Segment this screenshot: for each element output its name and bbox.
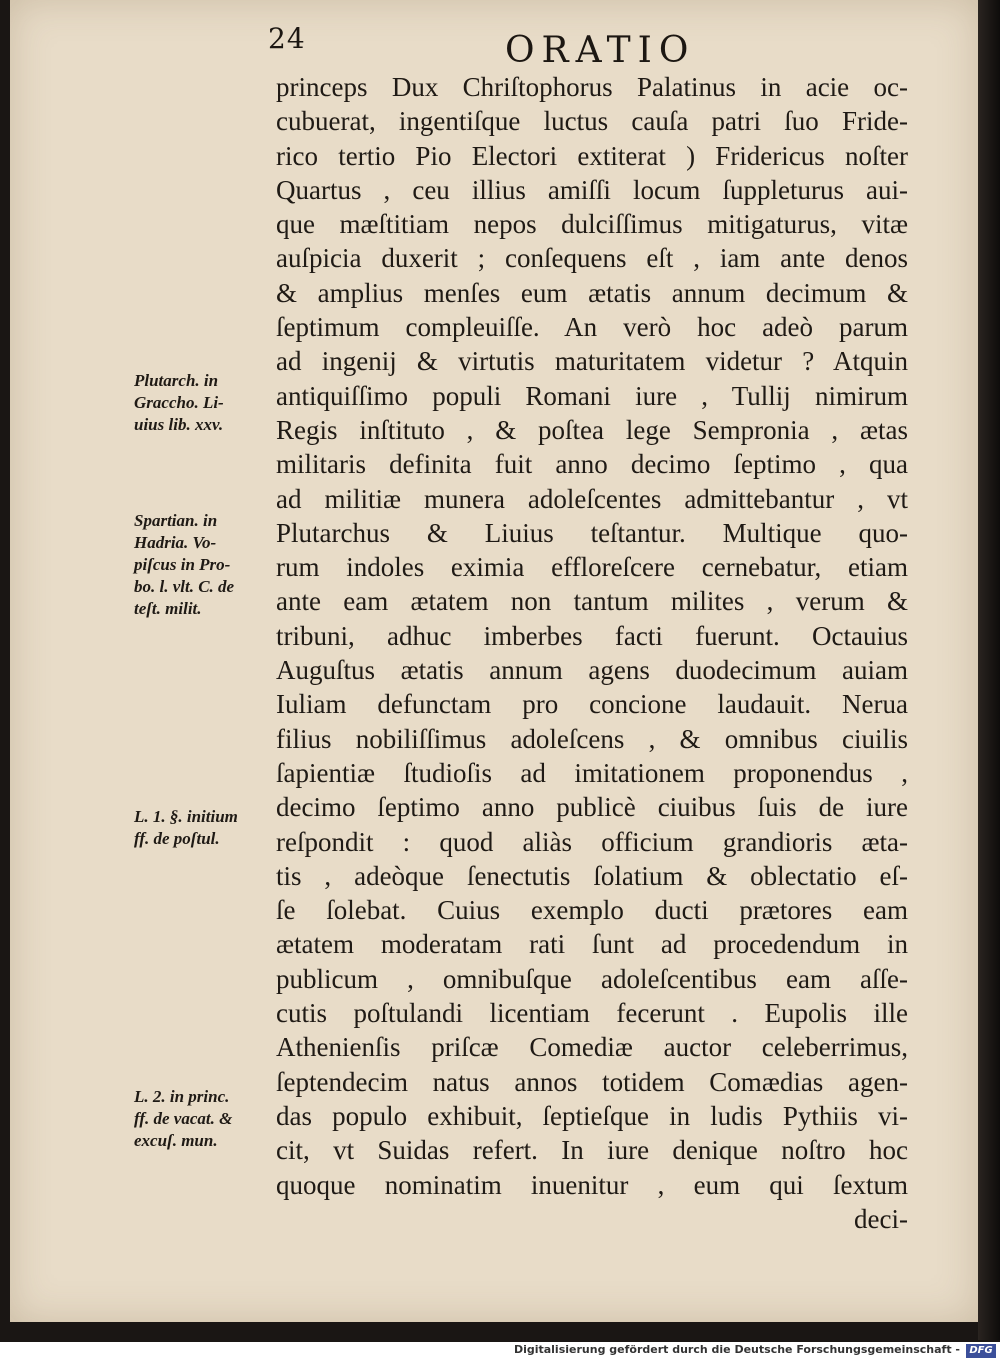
dfg-logo: DFG	[966, 1344, 996, 1358]
text-line: Plutarchus & Liuius teſtantur. Multique quo-	[276, 517, 908, 548]
text-line: ante eam ætatem non tantum milites , verum &	[276, 586, 908, 617]
text-line: rico tertio Pio Electori extiterat ) Fridericus noſter	[276, 140, 908, 171]
text-line: tis , adeòque ſenectutis ſolatium & oblectatio eſ-	[276, 860, 908, 891]
margin-note-line: L. 1. §. initium	[134, 807, 238, 826]
text-line: publicum , omnibuſque adoleſcentibus eam aſſe-	[276, 963, 908, 994]
margin-note	[134, 806, 276, 850]
text-line: ad militiæ munera adoleſcentes admittebantur , vt	[276, 483, 908, 514]
text-line: ætatem moderatam rati ſunt ad procedendum in	[276, 929, 908, 960]
text-line: cutis poſtulandi licentiam fecerunt . Eupolis ille	[276, 998, 908, 1029]
text-line: ſeptimum compleuiſſe. An verò hoc adeò parum	[276, 312, 908, 343]
margin-note-line: excuſ. mun.	[134, 1131, 218, 1150]
margin-note	[134, 1086, 276, 1152]
margin-note	[134, 510, 276, 620]
margin-note-line: Graccho. Li-	[134, 393, 224, 412]
catchword-line: deci-	[854, 1203, 908, 1234]
text-line: tribuni, adhuc imberbes facti fuerunt. Octauius	[276, 620, 908, 651]
text-line: decimo ſeptimo anno publicè ciuibus ſuis de iure	[276, 792, 908, 823]
margin-note-line: ff. de vacat. &	[134, 1109, 233, 1128]
funding-credit: Digitalisierung gefördert durch die Deutsche Forschungsgemeinschaft -	[513, 1343, 960, 1356]
text-line: militaris definita fuit anno decimo ſeptimo , qua	[276, 449, 908, 480]
margin-note-line: ff. de poſtul.	[134, 829, 220, 848]
text-line: Quartus , ceu illius amiſſi locum ſuppleturus aui-	[276, 174, 908, 205]
text-line: princeps Dux Chriſtophorus Palatinus in acie oc-	[276, 72, 908, 102]
body-text	[276, 70, 908, 1236]
text-line: Auguſtus ætatis annum agens duodecimum auiam	[276, 655, 908, 686]
text-line: Athenienſis priſcæ Comediæ auctor celeberrimus,	[276, 1032, 908, 1063]
text-line: ſapientiæ ſtudioſis ad imitationem proponendus ,	[276, 757, 908, 788]
text-line: rum indoles eximia efflorеſcere cernebatur, etiam	[276, 552, 908, 583]
page-edge-shadow	[978, 0, 1000, 1340]
text-line: Regis inſtituto , & poſtea lege Sempronia , ætas	[276, 414, 908, 445]
margin-note-line: L. 2. in princ.	[134, 1087, 230, 1106]
margin-note	[134, 370, 276, 436]
text-line: quoque nominatim inuenitur , eum qui ſextum	[276, 1169, 908, 1200]
text-line: auſpicia duxerit ; conſequens eſt , iam ante denos	[276, 243, 908, 274]
text-line: das populo exhibuit, ſeptieſque in ludis Pythiis vi-	[276, 1100, 908, 1131]
text-line: que mæſtitiam nepos dulciſſimus mitigaturus, vitæ	[276, 209, 908, 240]
margin-note-line: teſt. milit.	[134, 599, 202, 618]
text-line: cubuerat, ingentiſque luctus cauſa patri ſuo Fride-	[276, 106, 908, 137]
text-line: & amplius menſes eum ætatis annum decimum &	[276, 277, 908, 308]
text-line: filius nobiliſſimus adoleſcens , & omnibus ciuilis	[276, 723, 908, 754]
margin-note-line: piſcus in Pro-	[134, 555, 231, 574]
footer-bar	[0, 1342, 1000, 1361]
text-line: ad ingenij & virtutis maturitatem videtur ? Atquin	[276, 346, 908, 377]
text-line: reſpondit : quod aliàs officium grandioris æta-	[276, 826, 908, 857]
page-number: 24	[268, 22, 306, 55]
text-line: cit, vt Suidas refert. In iure denique noſtro hoc	[276, 1135, 908, 1166]
text-line: ſe ſolebat. Cuius exemplo ducti prætores eam	[276, 895, 908, 926]
margin-note-line: uius lib. xxv.	[134, 415, 224, 434]
margin-note-line: Spartian. in	[134, 511, 218, 530]
margin-note-line: Plutarch. in	[134, 371, 219, 390]
text-line: ſeptendecim natus annos totidem Comædias agen-	[276, 1066, 908, 1097]
text-line: Iuliam defunctam pro concione laudauit. Nerua	[276, 689, 908, 720]
margin-note-line: Hadria. Vo-	[134, 533, 217, 552]
text-line: antiquiſſimo populi Romani iure , Tullij nimirum	[276, 380, 908, 411]
running-title: ORATIO	[505, 30, 696, 71]
margin-note-line: bo. l. vlt. C. de	[134, 577, 235, 596]
